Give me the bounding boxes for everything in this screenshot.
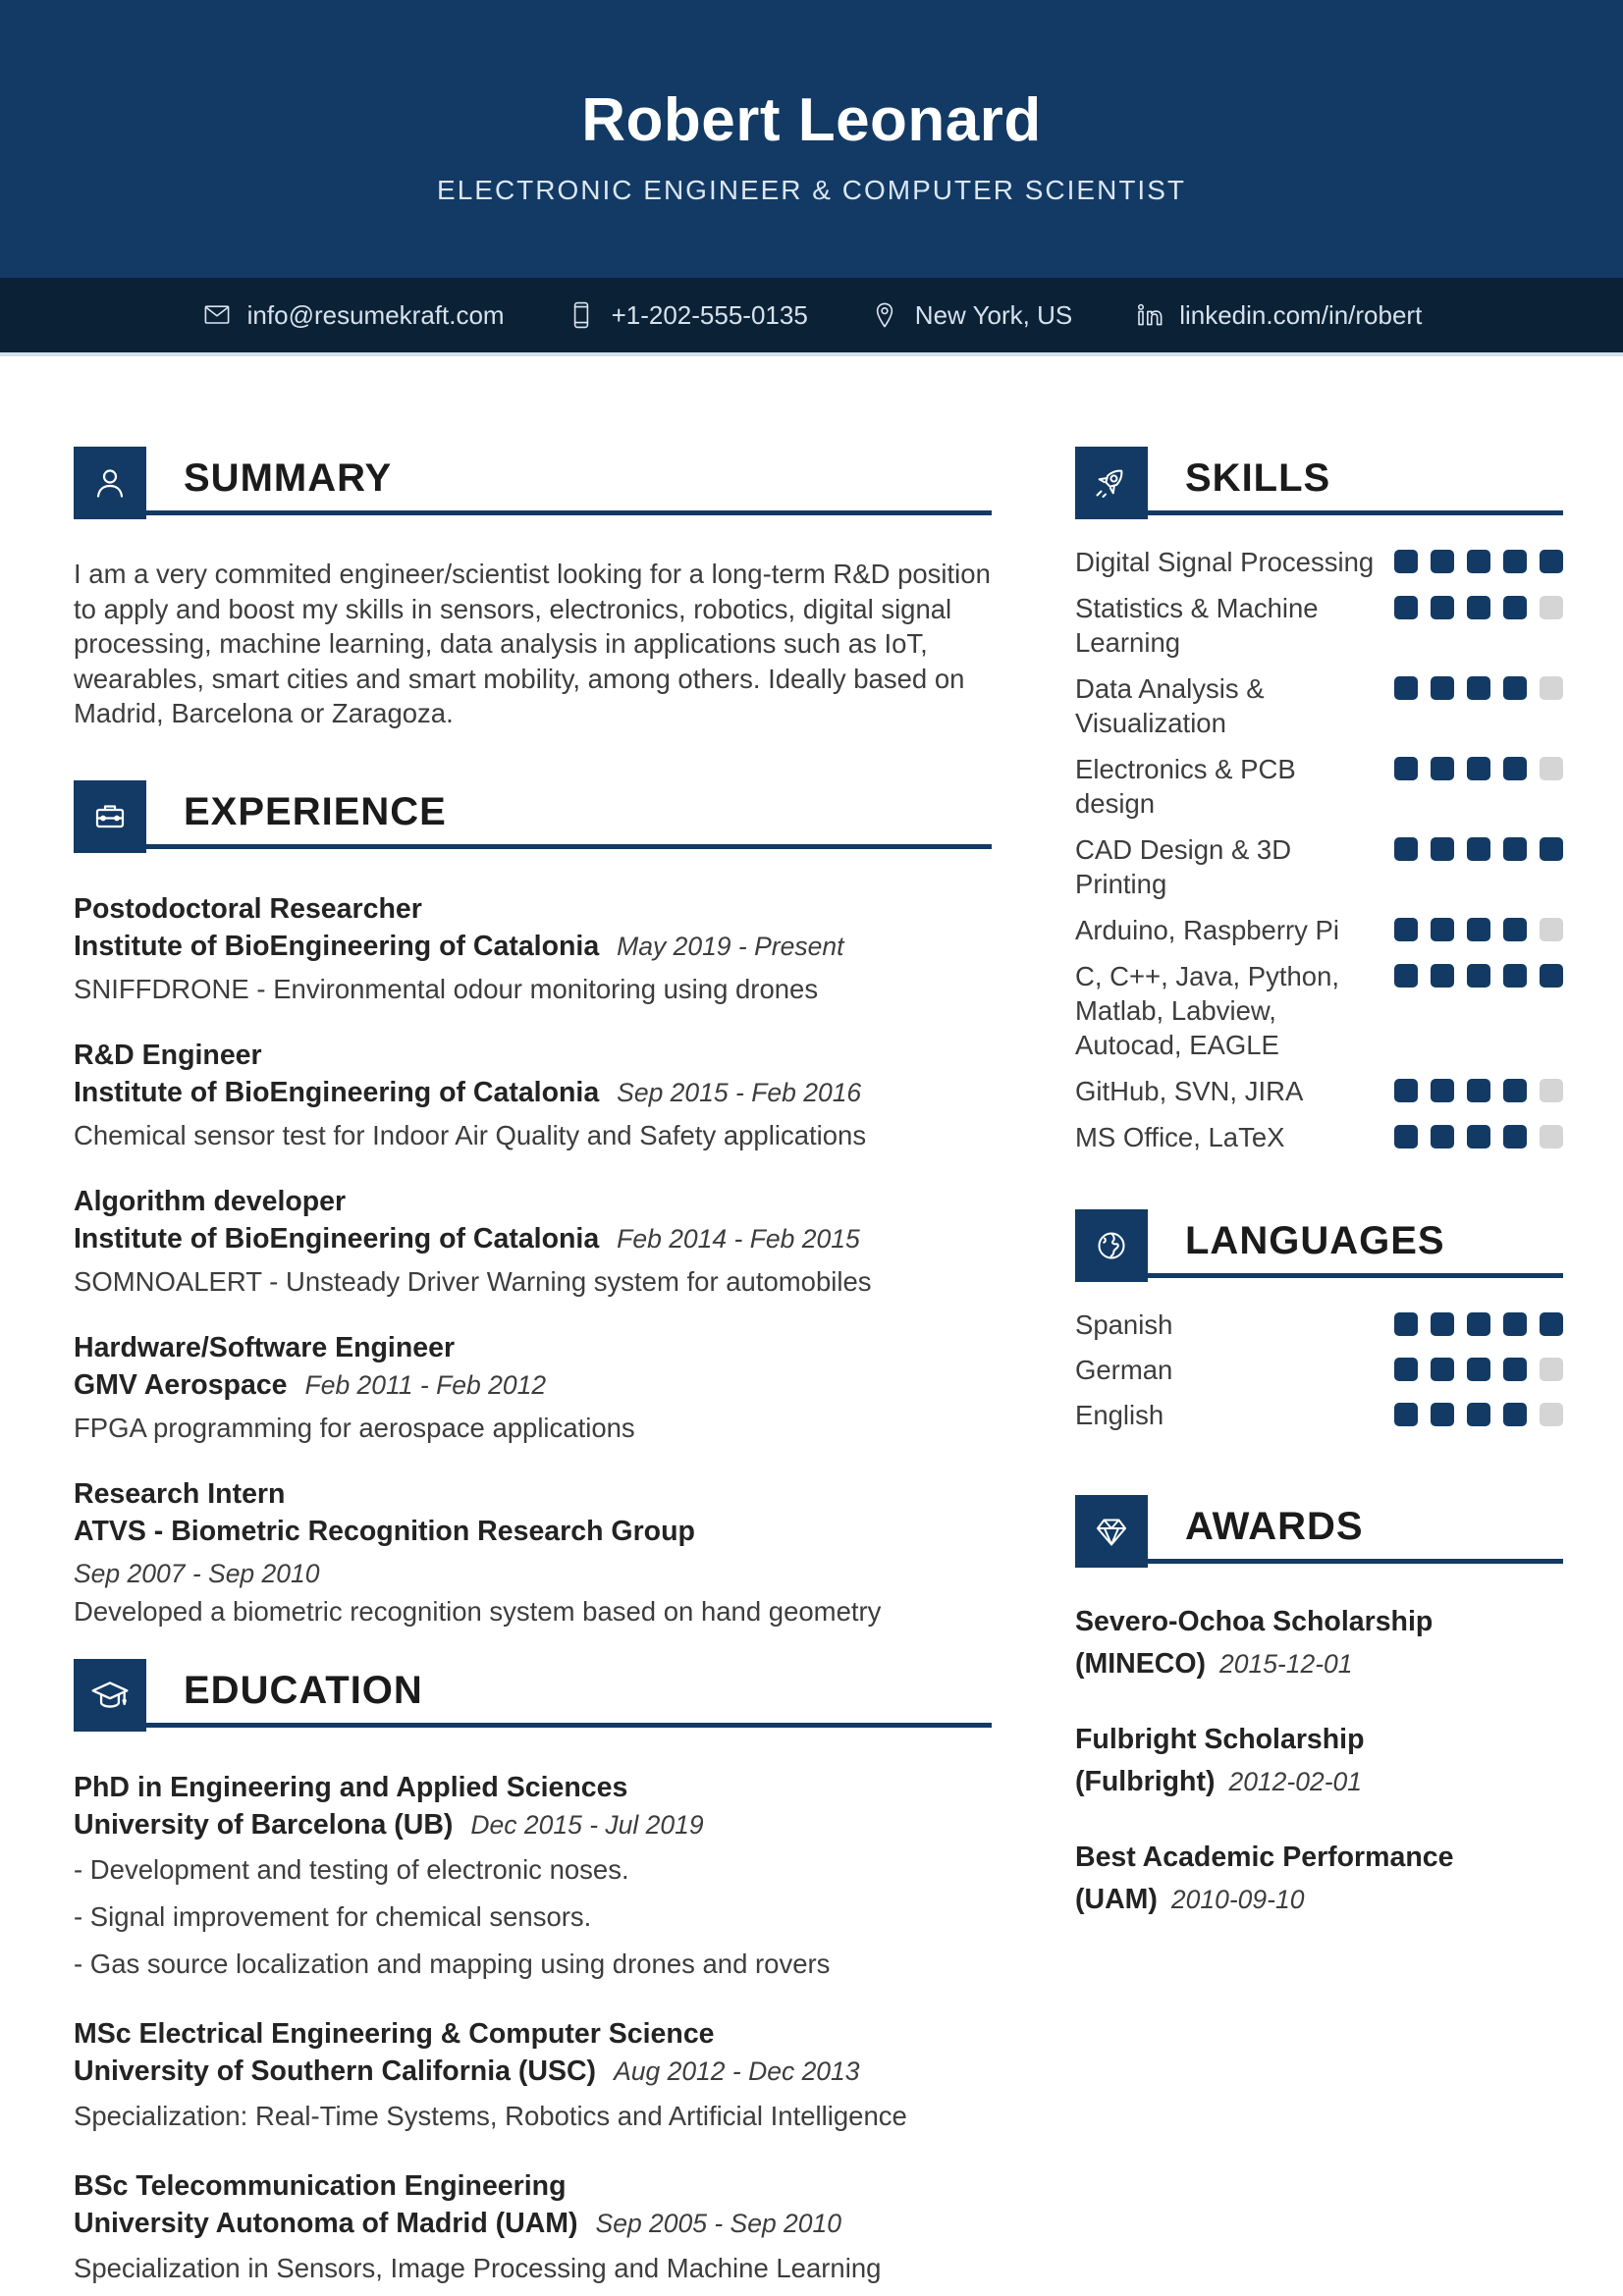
experience-entry: [74, 890, 992, 1007]
award-entry: [1075, 1603, 1563, 1687]
rating-square: [1503, 757, 1527, 780]
rating-square: [1394, 676, 1418, 700]
rating-square: [1431, 1079, 1454, 1102]
rating-square: [1467, 757, 1490, 780]
experience-entry: [74, 1475, 992, 1629]
organization-name: University Autonoma of Madrid (UAM): [74, 2207, 578, 2239]
rating-square: [1503, 1125, 1527, 1148]
summary-title: SUMMARY: [184, 456, 393, 500]
organization-line: [74, 1074, 992, 1116]
skill-row-label: Data Analysis & Visualization: [1075, 673, 1265, 738]
languages-list: [1075, 1308, 1563, 1432]
rating-square: [1503, 964, 1527, 988]
organization-name: Institute of BioEngineering of Catalonia: [74, 1076, 600, 1108]
rating-square: [1394, 964, 1418, 988]
rating-square: [1431, 964, 1454, 988]
rating-square: [1503, 837, 1527, 861]
rating-square: [1540, 676, 1563, 700]
organization-name: GMV Aerospace: [74, 1368, 288, 1401]
skill-row-label: Statistics & Machine Learning: [1075, 593, 1319, 658]
skill-row-label: CAD Design & 3D Printing: [1075, 834, 1292, 899]
rating-square: [1394, 1125, 1418, 1148]
rating-square: [1540, 550, 1563, 573]
rating-square: [1431, 757, 1454, 780]
skill-row-label: C, C++, Java, Python, Matlab, Labview, Autocad, EAGLE: [1075, 961, 1340, 1060]
briefcase-icon: [74, 780, 146, 853]
degree-title: PhD in Engineering and Applied Sciences: [74, 1771, 628, 1803]
education-title-rule: [146, 1659, 992, 1728]
entry-description: Specialization: Real-Time Systems, Robotics and Artificial Intelligence: [74, 2100, 907, 2131]
award-entry: [1075, 1839, 1563, 1923]
rating-square: [1394, 550, 1418, 573]
rating-square: [1540, 596, 1563, 619]
awards-section-header: [1075, 1495, 1563, 1568]
organization-name: ATVS - Biometric Recognition Research Group: [74, 1515, 695, 1547]
rating-square: [1503, 550, 1527, 573]
rating-square: [1394, 757, 1418, 780]
language-row: [1075, 1353, 1563, 1387]
experience-section: [74, 780, 992, 1629]
contact-linkedin-text: linkedin.com/in/robert: [1179, 299, 1423, 330]
graduation-cap-icon: [74, 1659, 146, 1732]
organization-name: University of Barcelona (UB): [74, 1808, 454, 1841]
rating-squares: [1394, 913, 1563, 941]
rating-square: [1540, 1358, 1563, 1381]
date-range: Dec 2015 - Jul 2019: [470, 1809, 704, 1840]
skill-row: [1075, 591, 1563, 660]
date-range: May 2019 - Present: [617, 931, 844, 961]
rating-squares: [1394, 1398, 1563, 1426]
entry-description: FPGA programming for aerospace applications: [74, 1412, 635, 1443]
experience-title-rule: [146, 780, 992, 849]
date-range: Feb 2014 - Feb 2015: [617, 1223, 860, 1254]
skill-row: [1075, 752, 1563, 821]
rating-square: [1394, 1079, 1418, 1102]
rating-square: [1431, 596, 1454, 619]
experience-section-header: [74, 780, 992, 853]
award-name: Severo-Ochoa Scholarship (MINECO): [1075, 1606, 1434, 1680]
rating-square: [1431, 1312, 1454, 1336]
experience-entry: [74, 1037, 992, 1153]
organization-name: Institute of BioEngineering of Catalonia: [74, 1222, 600, 1255]
entry-description: - Gas source localization and mapping using drones and rovers: [74, 1948, 831, 1979]
organization-name: University of Southern California (USC): [74, 2055, 597, 2087]
contact-email-text: info@resumekraft.com: [246, 299, 505, 330]
organization-line: [74, 1366, 992, 1409]
award-date: 2015-12-01: [1218, 1649, 1353, 1679]
email-icon: [201, 299, 233, 331]
diamond-icon: [1075, 1495, 1148, 1568]
location-pin-icon: [869, 299, 900, 331]
languages-title-rule: [1148, 1209, 1563, 1278]
contact-linkedin: [1133, 299, 1422, 331]
language-row: [1075, 1398, 1563, 1432]
rating-squares: [1394, 1074, 1563, 1102]
linkedin-icon: [1133, 299, 1164, 331]
job-title: Hardware/Software Engineer: [74, 1331, 456, 1363]
rating-squares: [1394, 545, 1563, 573]
rating-squares: [1394, 1353, 1563, 1381]
entry-description: Developed a biometric recognition system based on hand geometry: [74, 1595, 882, 1627]
rating-square: [1467, 550, 1490, 573]
resume-body: [0, 356, 1623, 2296]
date-range: Sep 2015 - Feb 2016: [617, 1077, 862, 1107]
award-date: 2012-02-01: [1228, 1767, 1363, 1796]
organization-name: Institute of BioEngineering of Catalonia: [74, 930, 600, 962]
globe-icon: [1075, 1209, 1148, 1282]
rating-square: [1431, 676, 1454, 700]
rating-square: [1431, 1403, 1454, 1426]
rating-squares: [1394, 1308, 1563, 1336]
organization-line: [74, 1220, 992, 1262]
entry-description: Specialization in Sensors, Image Processing and Machine Learning: [74, 2252, 882, 2283]
skill-row: [1075, 545, 1563, 579]
language-row-label: German: [1075, 1355, 1173, 1385]
awards-title-rule: [1148, 1495, 1563, 1564]
rating-square: [1540, 918, 1563, 941]
rating-square: [1503, 1358, 1527, 1381]
awards-list: [1075, 1603, 1563, 1923]
award-date: 2010-09-10: [1170, 1885, 1305, 1914]
date-range: Feb 2011 - Feb 2012: [304, 1369, 547, 1400]
skill-row-label: Electronics & PCB design: [1075, 754, 1296, 819]
skills-title-rule: [1148, 447, 1563, 515]
rating-squares: [1394, 959, 1563, 988]
rating-squares: [1394, 591, 1563, 619]
rating-squares: [1394, 752, 1563, 780]
languages-title: LANGUAGES: [1185, 1219, 1445, 1262]
job-title: Algorithm developer: [74, 1185, 347, 1217]
contact-phone-text: +1-202-555-0135: [611, 299, 808, 330]
job-title: Research Intern: [74, 1477, 286, 1510]
skills-section: [1075, 447, 1563, 1154]
rating-square: [1394, 1403, 1418, 1426]
skill-row: [1075, 1074, 1563, 1108]
rating-square: [1540, 757, 1563, 780]
date-range: Aug 2012 - Dec 2013: [614, 2056, 860, 2086]
rating-square: [1467, 964, 1490, 988]
rating-square: [1503, 918, 1527, 941]
entry-description: - Signal improvement for chemical sensors.: [74, 1900, 592, 1932]
rating-squares: [1394, 832, 1563, 861]
skill-row: [1075, 1120, 1563, 1154]
rating-square: [1467, 1125, 1490, 1148]
education-title: EDUCATION: [184, 1668, 423, 1712]
rating-square: [1394, 1312, 1418, 1336]
job-title: Postodoctoral Researcher: [74, 892, 422, 925]
skills-list: [1075, 545, 1563, 1154]
skills-section-header: [1075, 447, 1563, 519]
rating-square: [1431, 550, 1454, 573]
resume-header: [0, 0, 1623, 278]
entry-description: SNIFFDRONE - Environmental odour monitoring using drones: [74, 973, 819, 1004]
degree-title: MSc Electrical Engineering & Computer Science: [74, 2017, 715, 2050]
experience-title: EXPERIENCE: [184, 789, 447, 833]
rating-square: [1540, 1125, 1563, 1148]
rating-square: [1394, 918, 1418, 941]
awards-title: AWARDS: [1185, 1505, 1364, 1548]
entry-description: SOMNOALERT - Unsteady Driver Warning system for automobiles: [74, 1265, 872, 1297]
rating-square: [1503, 1403, 1527, 1426]
date-range: Sep 2007 - Sep 2010: [74, 1558, 320, 1588]
rating-square: [1467, 1403, 1490, 1426]
summary-text: I am a very commited engineer/scientist looking for a long-term R&D position to apply and boost my skills in sensors, electronics, robotics, digital signal processing, machine learning, data analysis in applications such as IoT, wearables, smart cities and smart mobility, among others. Ideally based on Madrid, Barcelona or Zaragoza.: [74, 559, 991, 728]
rating-square: [1503, 596, 1527, 619]
skill-row-label: Arduino, Raspberry Pi: [1075, 915, 1340, 945]
language-row-label: Spanish: [1075, 1309, 1173, 1340]
rating-square: [1540, 964, 1563, 988]
skill-row: [1075, 959, 1563, 1062]
rating-square: [1540, 1312, 1563, 1336]
rating-square: [1467, 837, 1490, 861]
contact-location: [869, 299, 1072, 331]
experience-list: [74, 890, 992, 1629]
degree-title: BSc Telecommunication Engineering: [74, 2169, 567, 2202]
left-column: [74, 447, 992, 2296]
rating-square: [1467, 676, 1490, 700]
language-row-label: English: [1075, 1400, 1164, 1430]
rating-square: [1540, 837, 1563, 861]
entry-description: - Development and testing of electronic noses.: [74, 1853, 629, 1885]
rating-square: [1467, 1079, 1490, 1102]
rating-square: [1431, 837, 1454, 861]
entry-description: Chemical sensor test for Indoor Air Quality and Safety applications: [74, 1119, 867, 1150]
languages-section-header: [1075, 1209, 1563, 1282]
rating-square: [1467, 918, 1490, 941]
education-section: [74, 1659, 992, 2286]
language-row: [1075, 1308, 1563, 1342]
education-section-header: [74, 1659, 992, 1732]
skill-row-label: Digital Signal Processing: [1075, 547, 1375, 577]
date-range: Sep 2005 - Sep 2010: [595, 2208, 842, 2238]
rating-square: [1467, 1358, 1490, 1381]
job-title: R&D Engineer: [74, 1039, 262, 1071]
rating-square: [1503, 676, 1527, 700]
summary-section-header: [74, 447, 992, 519]
experience-entry: [74, 1329, 992, 1446]
rating-square: [1431, 1358, 1454, 1381]
rating-square: [1431, 1125, 1454, 1148]
rating-square: [1503, 1079, 1527, 1102]
person-icon: [74, 447, 146, 519]
rating-squares: [1394, 671, 1563, 700]
skill-row-label: GitHub, SVN, JIRA: [1075, 1076, 1304, 1106]
rating-square: [1540, 1403, 1563, 1426]
rating-square: [1467, 596, 1490, 619]
summary-section: [74, 447, 992, 731]
education-list: [74, 1769, 992, 2286]
contact-phone: [566, 299, 808, 331]
contact-location-text: New York, US: [914, 299, 1073, 330]
skill-row: [1075, 832, 1563, 901]
award-name: Best Academic Performance (UAM): [1075, 1842, 1454, 1915]
skills-title: SKILLS: [1185, 456, 1331, 500]
organization-line: [74, 2205, 992, 2247]
right-column: [1075, 447, 1563, 2296]
education-entry: [74, 1769, 992, 1982]
organization-line: [74, 928, 992, 970]
rocket-icon: [1075, 447, 1148, 519]
skill-row: [1075, 671, 1563, 740]
awards-section: [1075, 1495, 1563, 1923]
award-name: Fulbright Scholarship (Fulbright): [1075, 1724, 1365, 1797]
rating-square: [1431, 918, 1454, 941]
organization-line: [74, 1513, 992, 1555]
rating-square: [1394, 1358, 1418, 1381]
education-entry: [74, 2167, 992, 2286]
rating-square: [1394, 837, 1418, 861]
summary-title-rule: [146, 447, 992, 515]
rating-square: [1467, 1312, 1490, 1336]
skill-row-label: MS Office, LaTeX: [1075, 1122, 1285, 1152]
contact-email: [201, 299, 505, 331]
organization-line: [74, 2053, 992, 2095]
education-entry: [74, 2015, 992, 2134]
rating-square: [1540, 1079, 1563, 1102]
award-entry: [1075, 1721, 1563, 1805]
rating-square: [1503, 1312, 1527, 1336]
rating-square: [1394, 596, 1418, 619]
contact-bar: [0, 278, 1623, 352]
candidate-name: Robert Leonard: [581, 86, 1042, 154]
experience-entry: [74, 1183, 992, 1300]
organization-line: [74, 1806, 992, 1848]
rating-squares: [1394, 1120, 1563, 1148]
candidate-title: ELECTRONIC ENGINEER & COMPUTER SCIENTIST: [437, 175, 1186, 205]
languages-section: [1075, 1209, 1563, 1432]
skill-row: [1075, 913, 1563, 947]
phone-icon: [566, 299, 597, 331]
